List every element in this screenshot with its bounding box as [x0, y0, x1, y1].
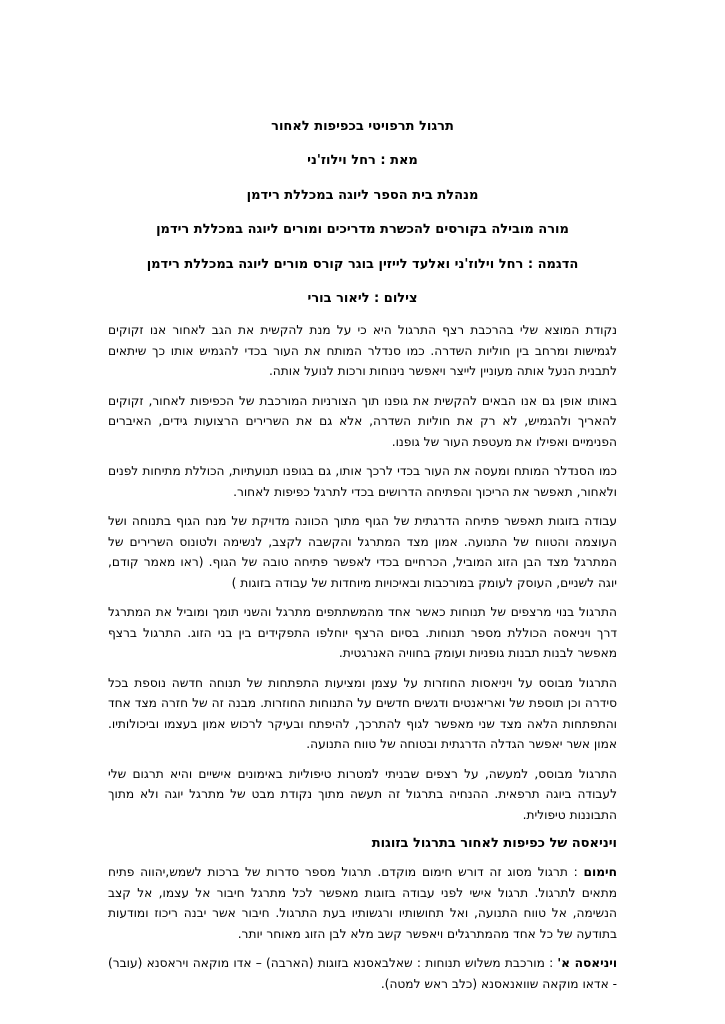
paragraph: באותו אופן גם אנו הבאים להקשית את גופנו תוך הצורניות המורכבת של הכפיפות לאחור, זקוקים להאריך ולהגמיש, לא רק את חוליות השדרה, אלא גם את השרירים הרצועות גידים, האיברים הפנימיים ואפילו את מעטפת העור של גופנו. — [108, 393, 617, 449]
demonstration-credit: הדגמה : רחל וילוז'ני ואלעד לייזין בוגר קורס מורים ליוגה במכללת רידמן — [146, 257, 579, 272]
photo-credit: צילום : ליאור בורי — [307, 291, 418, 306]
paragraph: התרגול מבוסס על ויניאסות החוזרות על עצמן ומציעות התפתחות של תנוחה חדשה נוספת בכל סידרה וכן תוספת של ואריאנטים ודגשים חדשים על התנוחות החוזרות. מבנה זה של חזרה מצד אחד והתפתחות הלאה מצד שני מאפשר לגוף להתרכך, להיפתח ובעיקר לרכוש אמון בעצמו וביכולותיו. אמון אשר יאפשר הגדלה הדרגתית ובטוחה של טווח התנועה. — [108, 675, 617, 751]
paragraph: כמו הסנדלר המותח ומעסה את העור בכדי לרכך אותו, גם בגופנו תנועתיות, הכוללת מתיחות לפנים ולאחור, תאפשר את הריכוך והפתיחה הדרושים בכדי לתרגל כפיפות לאחור. — [108, 464, 617, 499]
warmup-text: : תרגול מסוג זה דורש חימום מוקדם. תרגול מספר סדרות של ברכות לשמש,יהווה פתיח מתאים לתרגול. תרגול אישי לפני עבודה בזוגות מאפשר לכל מתרגל חיבור אל עצמו, אל קצב הנשימה, אל טווח התנועה, ואל תחושותיו ורגשותיו בעת התרגול. חיבור אשר יבנה ריכוז ומודעות בתודעה של כל אחד מהמתרגלים ויאפשר קשב מלא לבן הזוג מאוחר יותר. — [108, 865, 617, 941]
warmup-paragraph — [108, 862, 617, 944]
article-title: תרגול תרפויטי בכפיפות לאחור — [271, 119, 454, 134]
vinyasa-a-paragraph — [108, 953, 617, 994]
paragraph: התרגול מבוסס, למעשה, על רצפים שבניתי למטרות טיפוליות באימונים אישיים והיא תרגום שלי לעבודה ביוגה תרפאית. ההנחיה בתרגול זה תעשה מתוך נקודת מבט של מתרגל יוגה ולא מתוך התבוננות טיפולית. — [108, 766, 617, 822]
paragraph: נקודת המוצא שלי בהרכבת רצף התרגול היא כי על מנת להקשית את הגב לאחור אנו זקוקים לגמישות ומרחב בין חוליות השדרה. כמו סנדלר המותח את העור בכדי להגמיש אותו כך שיתאים לתבנית הנעל אותה מעוניין לייצר ויאפשר נינוחות ורכות לנועל אותה. — [108, 323, 617, 378]
author-role-1: מנהלת בית הספר ליוגה במכללת רידמן — [246, 188, 479, 203]
warmup-label: חימום — [583, 865, 617, 879]
author-line: מאת : רחל וילוז'ני — [307, 153, 418, 168]
author-role-2: מורה מובילה בקורסים להכשרת מדריכים ומורים ליוגה במכללת רידמן — [156, 222, 569, 237]
section-heading: ויניאסה של כפיפות לאחור בתרגול בזוגות — [371, 836, 617, 851]
vinyasa-a-text: : מורכבת משלוש תנוחות : שאלבאסנא בזוגות (הארבה) – אדו מוקאה ויראסנא (עובר) - אדאו מוקאה שוואנאסנא (כלב ראש למטה). — [108, 956, 617, 991]
vinyasa-a-label: ויניאסה א' — [557, 956, 617, 970]
paragraph: התרגול בנוי מרצפים של תנוחות כאשר אחד מהמשתתפים מתרגל והשני תומך ומוביל את המתרגל דרך ויניאסה הכוללת מספר תנוחות. בסיום הרצף יוחלפו התפקידים בין בני הזוג. התרגול ברצף מאפשר לבנות תבנות גופניות ועומק בחוויה האנרגטית. — [108, 605, 617, 660]
paragraph: עבודה בזוגות תאפשר פתיחה הדרגתית של הגוף מתוך הכוונה מדויקת של מנח הגוף בתנוחה ושל העוצמה והטווח של התנועה. אמון מצד המתרגל והקשבה לקצב, לנשימה ולטונוס השרירים של המתרגל מצד הבן הזוג המוביל, הכרחיים בכדי לאפשר פתיחה טובה של הגוף. (ראו מאמר קודם, יוגה לשניים, העוסק לעומק במורכבות ובאיכויות מיוחדות של עבודה בזוגות ) — [108, 514, 617, 590]
